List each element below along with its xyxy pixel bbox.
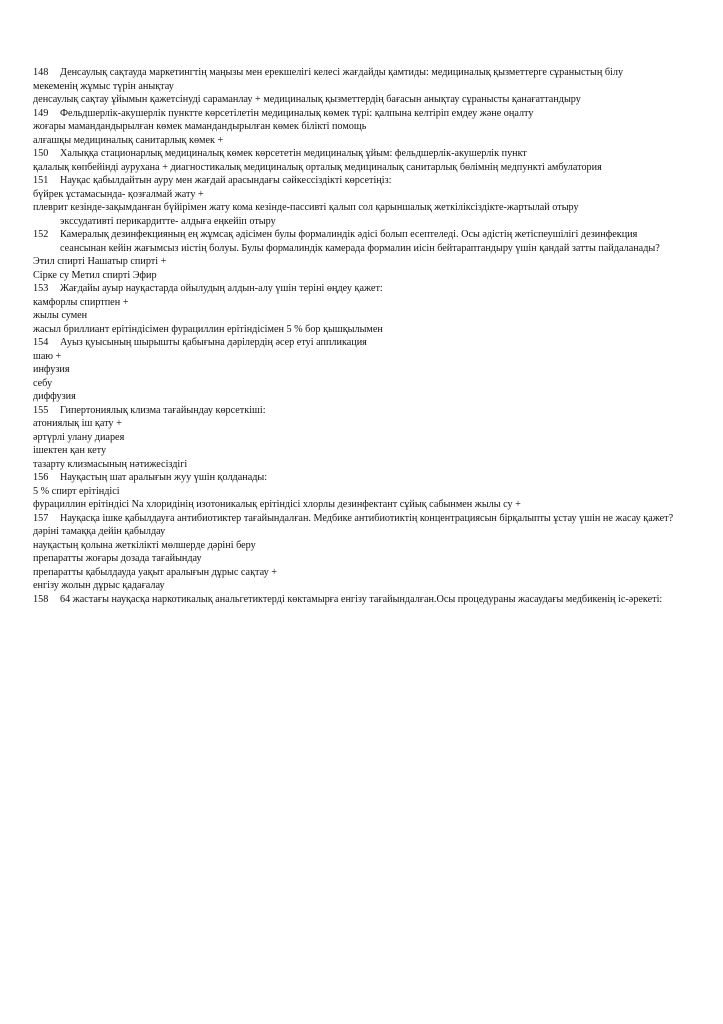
question-item xyxy=(33,66,683,80)
question-text: Жағдайы ауыр науқастарда ойылудың алдын-алу үшін теріні өңдеу қажет: xyxy=(60,283,383,294)
question-item xyxy=(33,282,683,296)
answer-line: экссудативті перикардитте- алдыға еңкейіп отыру xyxy=(60,215,276,227)
question-item xyxy=(33,174,683,188)
answer-line: тазарту клизмасының нәтижесіздігі xyxy=(33,458,188,470)
question-number: 148 xyxy=(33,67,49,78)
answer-line: препаратты жоғары дозада тағайындау xyxy=(33,553,202,564)
answer-line: Этил спирті Нашатыр спирті + xyxy=(33,256,167,267)
answer-line: диффузия xyxy=(33,391,76,402)
question-number: 152 xyxy=(33,229,49,240)
answer-line: жылы сумен xyxy=(33,310,88,321)
question-item xyxy=(33,593,683,607)
answer-line: шаю + xyxy=(33,350,62,362)
answer-line: жасыл бриллиант ерітіндісімен фурациллин ерітіндісімен 5 % бор қышқылымен xyxy=(33,323,383,335)
answer-line: енгізу жолын дұрыс қадағалау xyxy=(33,580,165,591)
question-text: Науқастың шат аралығын жуу үшін қолданады: xyxy=(60,472,268,483)
question-number: 154 xyxy=(33,337,49,348)
question-number: 151 xyxy=(33,175,49,186)
question-number: 153 xyxy=(33,283,49,294)
question-item xyxy=(33,228,683,255)
answer-line: алғашқы медициналық санитарлық көмек + xyxy=(33,134,224,146)
answer-line: бүйрек ұстамасында- қозғалмай жату + xyxy=(33,188,204,200)
question-text: Гипертониялық клизма тағайындау көрсеткіші: xyxy=(60,404,266,416)
answer-line: себу xyxy=(33,377,53,389)
answer-line: мекеменің жұмыс түрін анықтау xyxy=(33,80,174,92)
answer-line: плеврит кезінде-зақымданған бүйірімен жату кома кезінде-пассивті қалып сол қарыншалық жеткіліксіздікте-жартылай отыру xyxy=(33,202,579,213)
answer-line: науқастың қолына жеткілікті мөлшерде дәріні беру xyxy=(33,539,256,551)
answer-line: инфузия xyxy=(33,364,70,375)
answer-line: фурациллин ерітіндісі Na хлоридінің изотоникалық ерітіндісі хлорлы дезинфектант сұйық сабынмен жылы су + xyxy=(33,499,521,510)
question-item xyxy=(33,336,683,350)
question-number: 150 xyxy=(33,148,49,159)
question-text: Камералық дезинфекцияның ең жұмсақ әдісімен булы формалиндік әдісі болып есептеледі. Осы әдістің жетіспеушілігі дезинфекция сеансынан кейін жағымсыз иістің болуы. Булы формалиндік камерада формалин иісін бейтараптандыру үшін қандай затты пайдаланады? xyxy=(60,229,660,254)
question-number: 158 xyxy=(33,593,49,605)
answer-line: денсаулық сақтау ұйымын қажетсінуді сараманлау + медициналық қызметтердің бағасын анықтау сұранысты қанағаттандыру xyxy=(33,94,581,105)
question-number: 157 xyxy=(33,512,49,524)
answer-line: атониялық іш қату + xyxy=(33,418,122,429)
answer-line: ішектен қан кету xyxy=(33,445,107,456)
answer-line: камфорлы спиртпен + xyxy=(33,296,129,308)
question-item xyxy=(33,107,683,121)
question-text: Науқасқа ішке қабылдауға антибиотиктер тағайындалған. Медбике антибиотиктің концентрациясын бірқалыпты ұстау үшін не жасау қажет? xyxy=(60,512,674,524)
question-number: 155 xyxy=(33,404,49,416)
question-item xyxy=(33,512,683,526)
answer-line: қалалық көпбейінді аурухана + диагностикалық медициналық орталық медициналық санитарлық бөлімнің медпункті амбулатория xyxy=(33,161,602,173)
question-text: Фельдшерлік-акушерлік пунктте көрсетілетін медициналық көмек түрі: қалпына келтіріп емдеу және оңалту xyxy=(60,107,534,119)
question-item xyxy=(33,471,683,485)
answer-line: Сірке су Метил спирті Эфир xyxy=(33,269,157,281)
question-item xyxy=(33,404,683,418)
question-text: Денсаулық сақтауда маркетингтің маңызы мен ерекшелігі келесі жағдайды қамтиды: медициналық қызметтерге сұраныстың білу xyxy=(60,67,624,78)
answer-line: жоғары мамандандырылған көмек мамандандырылған көмек білікті помощь xyxy=(33,121,367,132)
question-text: Халыққа стационарлық медициналық көмек көрсететін медициналық ұйым: фельдшерлік-акушерлік пункт xyxy=(60,148,527,159)
answer-line: препаратты қабылдауда уақыт аралығын дұрыс сақтау + xyxy=(33,566,277,578)
document-page xyxy=(33,66,683,606)
question-text: Науқас қабылдайтын ауру мен жағдай арасындағы сәйкессіздікті көрсетіңіз: xyxy=(60,175,392,186)
question-text: Ауыз қуысының шырышты қабығына дәрілердің әсер етуі аппликация xyxy=(60,337,367,348)
question-number: 149 xyxy=(33,107,49,119)
question-number: 156 xyxy=(33,472,49,483)
question-text: 64 жастағы науқасқа наркотикалық анальгетиктерді көктамырға енгізу тағайындалған.Осы процедураны жасаудағы медбикенің іс-әрекеті: xyxy=(60,593,663,605)
question-item xyxy=(33,147,683,161)
answer-line: дәріні тамаққа дейін қабылдау xyxy=(33,526,166,537)
answer-line: 5 % спирт ерітіндісі xyxy=(33,485,120,497)
answer-line: әртүрлі улану диарея xyxy=(33,431,125,443)
